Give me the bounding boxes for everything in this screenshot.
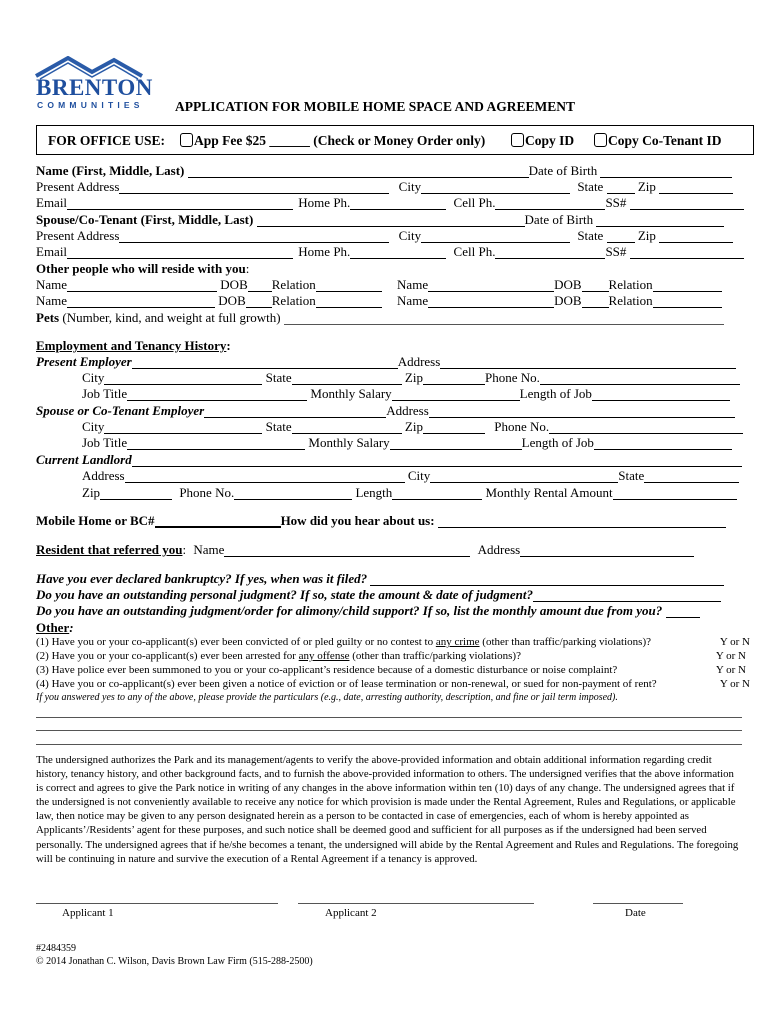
mobile-home-label: Mobile Home or BC# (36, 513, 155, 528)
applicant-2-signature-line[interactable] (298, 903, 534, 904)
spouse-employer-city-label: City (82, 419, 105, 434)
other-question-4 (36, 677, 750, 691)
spouse-employer-label: Spouse or Co-Tenant Employer (36, 403, 205, 418)
resident-referred-colon: : (182, 542, 187, 557)
spouse-name-label: Spouse/Co-Tenant (First, Middle, Last) (36, 212, 254, 227)
copy-id-checkbox[interactable] (511, 133, 524, 147)
logo-name: BRENTON (36, 75, 153, 100)
monthly-salary-field[interactable] (392, 388, 520, 401)
applicant-2-label: Applicant 2 (325, 907, 377, 919)
employer-address-field[interactable] (440, 356, 736, 369)
spouse-employer-address-label: Address (386, 403, 429, 418)
how-heard-label: How did you hear about us: (280, 513, 435, 528)
spouse-address-label: Present Address (36, 228, 120, 243)
particulars-line-3[interactable] (36, 744, 742, 745)
current-landlord-label: Current Landlord (36, 452, 132, 467)
job-title-field[interactable] (127, 388, 307, 401)
resident-name-label: Name (36, 293, 68, 308)
other-heading: Other (36, 620, 70, 635)
email-label: Email (36, 195, 68, 210)
question-2-text: (2) Have you or your co-applicant(s) ever been arrested for (36, 650, 299, 662)
monthly-rent-label: Monthly Rental Amount (485, 485, 613, 500)
resident-name-field[interactable] (67, 279, 217, 292)
other-people-colon: : (245, 261, 250, 276)
question-2-text-end: (other than traffic/parking violations)? (349, 650, 521, 662)
copy-id-label: Copy ID (525, 133, 575, 148)
other-question-2 (36, 649, 750, 663)
question-2-underlined: any offense (298, 650, 350, 662)
landlord-city-field[interactable] (430, 470, 618, 483)
employer-address-label: Address (397, 354, 441, 369)
monthly-rent-field[interactable] (613, 487, 737, 500)
date-label: Date (625, 907, 646, 919)
spouse-home-phone-label: Home Ph. (298, 244, 351, 259)
zip-label: Zip (637, 179, 656, 194)
pets-hint: (Number, kind, and weight at full growth) (62, 310, 281, 325)
home-phone-label: Home Ph. (298, 195, 351, 210)
other-heading-colon: : (69, 620, 74, 635)
resident-name-label: Name (36, 277, 68, 292)
landlord-state-label: State (618, 468, 645, 483)
other-question-1 (36, 635, 750, 649)
spouse-email-label: Email (36, 244, 68, 259)
spouse-state-label: State (577, 228, 604, 243)
landlord-zip-field[interactable] (100, 487, 172, 500)
city-field[interactable] (421, 181, 570, 194)
ss-label: SS# (605, 195, 627, 210)
spouse-ss-field[interactable] (630, 246, 744, 259)
referrer-name-field[interactable] (224, 544, 470, 557)
landlord-zip-label: Zip (82, 485, 101, 500)
landlord-phone-field[interactable] (234, 487, 352, 500)
employment-heading-colon: : (226, 338, 231, 353)
cell-phone-label: Cell Ph. (453, 195, 496, 210)
judgment-question: Do you have an outstanding personal judgment? If so, state the amount & date of judgment? (36, 587, 533, 602)
length-of-job-label: Length of Job (519, 386, 592, 401)
name-field[interactable] (188, 165, 529, 178)
length-of-job-field[interactable] (592, 388, 730, 401)
mobile-home-field[interactable] (155, 514, 281, 528)
spouse-email-field[interactable] (67, 246, 293, 259)
resident-dob-label: DOB (220, 277, 248, 292)
logo-sub: COMMUNITIES (37, 100, 144, 110)
spouse-state-field[interactable] (607, 230, 635, 243)
question-2-yn[interactable]: Y or N (715, 650, 746, 662)
copyright: © 2014 Jonathan C. Wilson, Davis Brown Law Firm (515-288-2500) (36, 956, 313, 967)
resident-dob-field[interactable] (582, 279, 609, 292)
spouse-ss-label: SS# (605, 244, 627, 259)
spouse-length-of-job-label: Length of Job (521, 435, 594, 450)
employer-phone-field[interactable] (540, 372, 740, 385)
spouse-name-field[interactable] (257, 214, 525, 227)
other-resident-row (36, 293, 752, 309)
other-questions-note: If you answered yes to any of the above, please provide the particulars (e.g., date, arresting authority, description, and fine or jail term imposed). (36, 692, 618, 703)
length-field[interactable] (392, 487, 482, 500)
spouse-cell-phone-field[interactable] (495, 246, 605, 259)
resident-name-field[interactable] (67, 295, 215, 308)
spouse-employer-zip-label: Zip (404, 419, 423, 434)
question-1-underlined: any crime (435, 636, 480, 648)
employer-state-field[interactable] (292, 372, 402, 385)
other-people-heading: Other people who will reside with you (36, 261, 246, 276)
date-signature-line[interactable] (593, 903, 683, 904)
dob-label: Date of Birth (528, 163, 598, 178)
support-question: Do you have an outstanding judgment/order for alimony/child support? If so, list the monthly amount due from you? (36, 603, 663, 618)
spouse-monthly-salary-field[interactable] (390, 437, 522, 450)
particulars-line-1[interactable] (36, 717, 742, 718)
resident-relation-label: Relation (608, 277, 653, 292)
spouse-dob-field[interactable] (596, 214, 724, 227)
resident-relation-label: Relation (271, 277, 316, 292)
name-label: Name (First, Middle, Last) (36, 163, 185, 178)
job-title-label: Job Title (82, 386, 128, 401)
spouse-employer-field[interactable] (204, 405, 386, 418)
resident-dob-field[interactable] (246, 295, 272, 308)
spouse-city-field[interactable] (421, 230, 570, 243)
resident-relation-field[interactable] (316, 295, 382, 308)
other-question-3 (36, 663, 750, 677)
bankruptcy-question: Have you ever declared bankruptcy? If yes, when was it filed? (36, 571, 368, 586)
dob-field[interactable] (600, 165, 732, 178)
question-3-text: (3) Have police ever been summoned to you or your co-applicant’s residence because of a domestic disturbance or noise complaint? (36, 664, 618, 676)
present-address-label: Present Address (36, 179, 120, 194)
spouse-length-of-job-field[interactable] (594, 437, 732, 450)
resident-relation-label: Relation (608, 293, 653, 308)
spouse-city-label: City (398, 228, 422, 243)
resident-dob-label: DOB (554, 293, 582, 308)
resident-relation-field[interactable] (316, 279, 382, 292)
spouse-employer-city-field[interactable] (104, 421, 262, 434)
state-label: State (577, 179, 604, 194)
employer-city-label: City (82, 370, 105, 385)
spouse-employer-state-label: State (265, 419, 292, 434)
spouse-employer-phone-label: Phone No. (494, 419, 550, 434)
landlord-address-field[interactable] (125, 470, 405, 483)
spouse-job-title-field[interactable] (127, 437, 305, 450)
app-fee-label: App Fee $25 ______ (Check or Money Order only) (194, 133, 486, 148)
employer-city-field[interactable] (104, 372, 262, 385)
referrer-address-label: Address (477, 542, 521, 557)
page-title: APPLICATION FOR MOBILE HOME SPACE AND AGREEMENT (175, 99, 576, 114)
copy-cotenant-id-label: Copy Co-Tenant ID (608, 133, 722, 148)
pets-field[interactable] (284, 312, 724, 325)
copy-cotenant-id-checkbox[interactable] (594, 133, 607, 147)
resident-dob-label: DOB (554, 277, 582, 292)
spouse-employer-state-field[interactable] (292, 421, 402, 434)
employer-state-label: State (265, 370, 292, 385)
resident-dob-field[interactable] (582, 295, 609, 308)
spouse-dob-label: Date of Birth (524, 212, 594, 227)
home-phone-field[interactable] (350, 197, 446, 210)
state-field[interactable] (607, 181, 635, 194)
other-resident-row (36, 277, 752, 293)
resident-name-field[interactable] (428, 279, 554, 292)
document-number: #2484359 (36, 943, 76, 954)
office-use-box (36, 125, 754, 155)
referrer-name-label: Name (193, 542, 225, 557)
ss-field[interactable] (630, 197, 744, 210)
spouse-employer-phone-field[interactable] (549, 421, 743, 434)
app-fee-checkbox[interactable] (180, 133, 193, 147)
applicant-1-signature-line[interactable] (36, 903, 278, 904)
length-label: Length (355, 485, 393, 500)
employer-phone-label: Phone No. (484, 370, 540, 385)
spouse-employer-zip-field[interactable] (423, 421, 485, 434)
resident-name-field[interactable] (428, 295, 554, 308)
bankruptcy-field[interactable] (370, 573, 724, 586)
spouse-home-phone-field[interactable] (350, 246, 446, 259)
support-field[interactable] (666, 605, 700, 618)
resident-dob-field[interactable] (248, 279, 272, 292)
spouse-monthly-salary-label: Monthly Salary (308, 435, 390, 450)
resident-dob-label: DOB (218, 293, 246, 308)
landlord-city-label: City (407, 468, 431, 483)
office-use-label: FOR OFFICE USE: (48, 133, 166, 148)
monthly-salary-label: Monthly Salary (310, 386, 392, 401)
present-employer-field[interactable] (132, 356, 398, 369)
current-landlord-field[interactable] (132, 454, 742, 467)
pets-label: Pets (36, 310, 60, 325)
landlord-state-field[interactable] (644, 470, 739, 483)
resident-name-label: Name (397, 277, 429, 292)
question-3-yn[interactable]: Y or N (715, 664, 746, 676)
question-4-yn[interactable]: Y or N (719, 678, 750, 690)
resident-relation-field[interactable] (653, 279, 722, 292)
authorization-paragraph: The undersigned authorizes the Park and its management/agents to verify the above-provided information and obtain additional information regarding credit history, tenancy history, and other background facts, and to furnish the above-provided information to others. The undersigned verifies that the above information is correct and agrees to give the Park notice in writing of any changes in the above information within ten (10) days of any change. The undersigned agrees that if the undersigned is not conveniently available to receive any notice for which provision is made under the Rental Agreement, Rules and Regulations, or applicable law, then notice may be given to any person designated herein as a person to be contacted in case of emergencies, each of whom is hereby appointed as Applicants’/Residents’ agent for these purposes, and such notice shall be deemed good and sufficient for all purposes as if the undersigned had been served personally. The undersigned agrees that if he/she becomes a tenant, the undersigned will abide by the Rental Agreement and Rules and Regulations. The foregoing will be continuing in nature and survive the execution of a Rental Agreement if a tenancy is approved. (36, 754, 739, 865)
cell-phone-field[interactable] (495, 197, 605, 210)
resident-name-label: Name (397, 293, 429, 308)
resident-relation-label: Relation (271, 293, 316, 308)
employment-heading: Employment and Tenancy History (36, 338, 227, 353)
spouse-job-title-label: Job Title (82, 435, 128, 450)
spouse-cell-phone-label: Cell Ph. (453, 244, 496, 259)
landlord-address-label: Address (82, 468, 125, 483)
resident-referred-label: Resident that referred you (36, 542, 183, 557)
spouse-employer-address-field[interactable] (429, 405, 735, 418)
landlord-phone-label: Phone No. (179, 485, 235, 500)
email-field[interactable] (67, 197, 293, 210)
spouse-zip-field[interactable] (659, 230, 733, 243)
question-4-text: (4) Have you or co-applicant(s) ever been given a notice of eviction or of lease termination or non-renewal, or sued for non-payment of rent? (36, 678, 657, 690)
judgment-field[interactable] (533, 589, 721, 602)
spouse-zip-label: Zip (637, 228, 656, 243)
brenton-logo (34, 56, 153, 112)
resident-relation-field[interactable] (653, 295, 722, 308)
city-label: City (398, 179, 422, 194)
question-1-text: (1) Have you or your co-applicant(s) ever been convicted of or pled guilty or no contest to (36, 636, 436, 648)
other-questions-list (36, 635, 750, 705)
how-heard-field[interactable] (438, 515, 726, 528)
employer-zip-label: Zip (404, 370, 423, 385)
present-employer-label: Present Employer (36, 354, 132, 369)
present-address-field[interactable] (119, 181, 389, 194)
spouse-address-field[interactable] (119, 230, 389, 243)
question-1-text-end: (other than traffic/parking violations)? (479, 636, 651, 648)
question-1-yn[interactable]: Y or N (719, 636, 750, 648)
referrer-address-field[interactable] (520, 544, 694, 557)
applicant-1-label: Applicant 1 (62, 907, 114, 919)
zip-field[interactable] (659, 181, 733, 194)
particulars-line-2[interactable] (36, 730, 742, 731)
employer-zip-field[interactable] (423, 372, 485, 385)
